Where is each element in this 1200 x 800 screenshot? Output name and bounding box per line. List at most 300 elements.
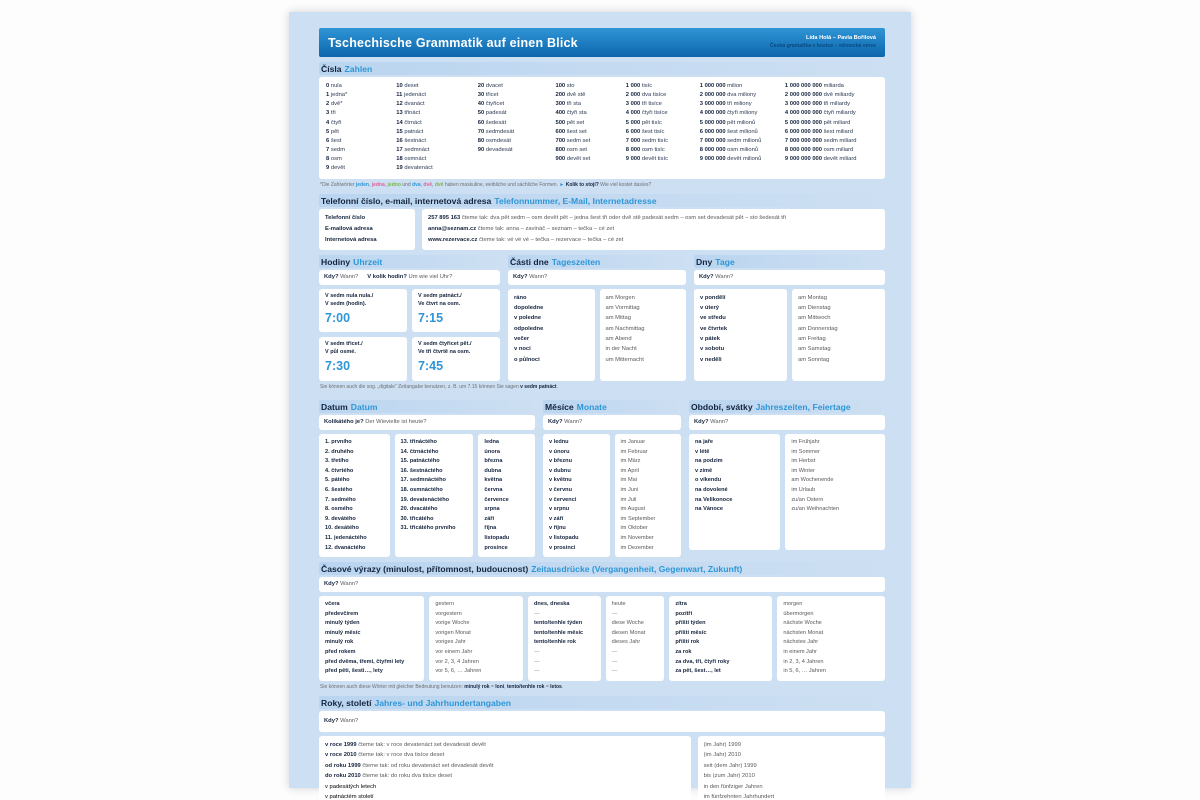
number-entry: 2 000 000 000 dvě miliardy (784, 92, 855, 99)
time-expression: nächsten Monat (783, 629, 824, 636)
note-segment: jeden (355, 181, 369, 188)
date-ordinal: 6. šestého (325, 486, 353, 493)
season-czech: na Velikonoce (695, 496, 733, 503)
number-entry: 600 šest set (555, 128, 587, 135)
note-segment: , (504, 683, 507, 690)
note-segment: minulý rok (464, 683, 490, 690)
time-expression: pozítří (675, 610, 693, 617)
dny-german (792, 289, 885, 381)
section-title-hodiny (319, 255, 500, 268)
telefon-example: 257 895 163 čteme tak: dva pět sedm – osm devět pět – jedna šest tři oder dvě stě padesát sedm – osm set devadesát pět – sto šedesát tři (428, 215, 787, 222)
month-czech: v srpnu (549, 506, 570, 513)
time-expression: předevčírem (325, 610, 359, 617)
month-german: im September (620, 515, 656, 522)
day-german: am Freitag (798, 336, 826, 342)
number-entry: 1 000 000 000 miliarda (784, 83, 844, 89)
casove-note (320, 684, 884, 692)
note-segment: , (432, 181, 435, 188)
date-ordinal: 30. třicátého (400, 515, 434, 522)
season-czech: o víkendu (695, 477, 722, 484)
month-german: im Mai (620, 477, 637, 484)
note-segment: Sie können auch diese Wörter mit gleicher Bedeutung benutzen: (320, 683, 465, 690)
number-entry: 4 000 000 čtyři miliony (699, 110, 758, 117)
time-phrase: Ve čtvrt na osm. (418, 300, 461, 307)
number-entry: 2 000 000 dva miliony (699, 92, 757, 99)
month-genitive: prosince (484, 544, 508, 551)
number-entry: 50 padesát (477, 110, 507, 117)
section-title-czech: Části dne (510, 257, 549, 268)
datum-question-bar (319, 415, 535, 430)
time-expression: před rokem (325, 648, 356, 655)
number-entry: 3 000 000 tři miliony (699, 101, 752, 108)
number-entry: 2 000 dva tisíce (625, 92, 667, 99)
day-german: am Mittwoch (798, 315, 831, 322)
month-german: im März (620, 458, 641, 465)
time-expression: minulý rok (325, 639, 354, 646)
digital-time: 7:45 (418, 359, 444, 374)
page-title: Tschechische Grammatik auf einen Blick (328, 35, 578, 50)
number-entry: 300 tři sta (555, 101, 581, 108)
daypart-german: am Abend (605, 336, 632, 342)
number-entry: 70 sedmdesát (477, 128, 515, 135)
time-expression: příští rok (675, 639, 700, 646)
mesice-german (615, 434, 682, 557)
month-german: im Juli (620, 496, 637, 503)
time-expression: nächstes Jahr (783, 639, 819, 646)
numbers-column-units (326, 82, 389, 174)
number-entry: 0 nula (326, 83, 342, 89)
month-genitive: srpna (484, 506, 500, 513)
number-entry: 8 000 osm tisíc (625, 147, 665, 154)
telefon-section (319, 209, 885, 250)
datum-ordinals-13-31 (395, 434, 474, 557)
number-entry: 3 tři (326, 110, 336, 117)
time-expression: — (611, 658, 618, 665)
time-expression: nächste Woche (783, 620, 822, 627)
casove-future-german (777, 596, 885, 681)
number-entry: 1 000 tisíc (625, 83, 653, 89)
season-czech: na Vánoce (695, 506, 723, 513)
section-title-german: Zeitausdrücke (Vergangenheit, Gegenwart, Zukunft) (531, 564, 743, 575)
dny-czech (694, 289, 787, 381)
note-segment: , (384, 181, 388, 188)
question: Kolikátého je? Der Wievielte ist heute? (324, 419, 427, 426)
month-czech: v květnu (549, 477, 572, 484)
time-expression: za dva, tři, čtyři roky (675, 658, 730, 665)
date-ordinal: 15. patnáctého (400, 458, 440, 465)
time-expression: příští týden (675, 620, 706, 627)
time-expression: — (534, 658, 540, 665)
obdobi-section (689, 395, 885, 557)
casove-present-german (606, 596, 665, 681)
day-german: am Dienstag (798, 305, 831, 312)
section-title-roky (319, 696, 885, 709)
dny-columns (694, 289, 885, 381)
question: V kolik hodin? Um wie viel Uhr? (367, 274, 453, 281)
section-title-german: Monate (576, 402, 607, 413)
section-title-datum (319, 400, 535, 413)
year-expression-german: in den fünfziger Jahren (703, 783, 763, 790)
section-title-telefon (319, 194, 885, 207)
time-expression: tento/tenhle týden (534, 620, 583, 627)
date-ordinal: 7. sedmého (325, 496, 356, 503)
section-title-czech: Měsíce (545, 402, 574, 413)
note-segment: v sedm patnáct (520, 383, 557, 390)
season-german: zu/an Weihnachten (791, 506, 840, 513)
note-segment: = (544, 683, 551, 690)
section-title-german: Jahres- und Jahrhundertangaben (374, 698, 512, 709)
month-genitive: května (484, 477, 503, 484)
daypart-czech: ráno (514, 294, 527, 301)
number-entry: 8 000 000 osm milionů (699, 147, 759, 154)
grammar-sheet-page (289, 12, 911, 800)
season-czech: v zimě (695, 467, 713, 474)
month-genitive: listopadu (484, 535, 510, 542)
day-czech: ve čtvrtek (700, 325, 728, 332)
number-entry: 17 sedmnáct (396, 147, 430, 154)
time-expression: dieses Jahr (611, 639, 641, 646)
number-entry: 6 000 000 šest milionů (699, 128, 758, 135)
telefon-label: Telefonní číslo (325, 215, 366, 222)
number-entry: 7 000 sedm tisíc (625, 137, 668, 144)
daypart-german: am Vormittag (605, 305, 640, 312)
date-ordinal: 12. dvanáctého (325, 544, 366, 551)
number-entry: 100 sto (555, 83, 575, 89)
season-german: im Winter (791, 467, 815, 474)
note-segment: Wie viel kostet das/es? (598, 181, 652, 188)
authors: Lída Holá – Pavla Bořilová (806, 35, 876, 42)
number-entry: 30 třicet (477, 92, 499, 99)
day-czech: v neděli (700, 356, 722, 363)
question: Kdy? Wann? (513, 274, 548, 281)
date-ordinal: 11. jedenáctého (325, 535, 367, 542)
number-entry: 500 pět set (555, 119, 585, 126)
season-german: im Frühjahr (791, 438, 820, 445)
mesice-czech (543, 434, 610, 557)
section-title-czech: Telefonní číslo, e-mail, internetová adresa (321, 196, 492, 207)
numbers-table (319, 77, 885, 179)
season-german: am Wochenende (791, 477, 834, 484)
month-german: im Oktober (620, 525, 648, 532)
casove-columns (319, 596, 885, 681)
mesice-section (543, 395, 681, 557)
time-expression: zítra (675, 600, 687, 607)
number-entry: 1 jedna* (326, 92, 348, 99)
day-czech: ve středu (700, 315, 726, 322)
section-title-german: Zahlen (344, 64, 373, 74)
roky-german (698, 736, 885, 800)
number-entry: 800 osm set (555, 147, 588, 154)
time-expression: vorigen Monat (435, 629, 471, 636)
casti-dne-czech (508, 289, 595, 381)
time-cell-700 (319, 289, 407, 333)
note-segment: . (561, 683, 564, 690)
datum-ordinals-1-12 (319, 434, 390, 557)
time-expression: in 2, 3, 4 Jahren (783, 658, 824, 665)
daypart-german: um Mitternacht (605, 356, 644, 363)
section-title-german: Telefonnummer, E-Mail, Internetadresse (494, 196, 657, 207)
casove-question-bar (319, 577, 885, 592)
month-genitive: března (484, 458, 503, 465)
number-entry: 6 šest (326, 137, 342, 144)
month-czech: v únoru (549, 448, 570, 455)
date-ordinal: 4. čtvrtého (325, 467, 354, 474)
year-expression-czech: v patnáctém století (325, 794, 374, 800)
number-entry: 8 000 000 000 osm miliard (784, 147, 854, 154)
section-title-czech: Roky, století (321, 698, 372, 709)
day-german: am Montag (798, 294, 827, 301)
datum-columns (319, 434, 535, 557)
daypart-german: am Mittag (605, 315, 631, 322)
section-title-czech: Období, svátky (691, 402, 753, 413)
section-title-czech: Čísla (321, 64, 342, 74)
telefon-label: E-mailová adresa (325, 226, 373, 233)
time-expression: heute (611, 600, 626, 607)
daypart-czech: v poledne (514, 315, 542, 322)
time-expression: gestern (435, 600, 454, 607)
time-expression: vorgestern (435, 610, 462, 617)
month-german: im April (620, 467, 639, 474)
section-title-czech: Časové výrazy (minulost, přítomnost, budoucnost) (321, 564, 529, 575)
numbers-column-teens (396, 82, 470, 174)
month-german: im August (620, 506, 646, 513)
telefon-label: Internetová adresa (325, 237, 377, 244)
number-entry: 200 dvě stě (555, 92, 586, 99)
month-genitive: října (484, 525, 497, 532)
section-title-german: Uhrzeit (353, 257, 383, 268)
date-ordinal: 8. osmého (325, 506, 353, 513)
digital-time: 7:30 (325, 359, 351, 374)
telefon-examples (422, 209, 885, 250)
note-segment: loni (495, 683, 505, 690)
season-czech: v létě (695, 448, 710, 455)
digital-time: 7:15 (418, 310, 444, 325)
month-czech: v lednu (549, 438, 569, 445)
season-german: im Sommer (791, 448, 820, 455)
date-ordinal: 18. osmnáctého (400, 486, 443, 493)
month-genitive: dubna (484, 467, 502, 474)
question: Kdy? Wann? (324, 581, 359, 588)
season-czech: na podzim (695, 458, 723, 465)
number-entry: 9 000 000 000 devět miliard (784, 156, 857, 163)
note-segment: haben maskuline, weibliche und sächliche Formen. (443, 181, 560, 188)
daypart-german: am Nachmittag (605, 325, 645, 332)
note-segment: , (368, 181, 372, 188)
number-entry: 20 dvacet (477, 83, 503, 89)
casove-past-german (429, 596, 523, 681)
date-ordinal: 17. sedmnáctého (400, 477, 446, 484)
number-entry: 9 devět (326, 165, 346, 172)
daypart-czech: večer (514, 336, 530, 342)
number-entry: 10 deset (396, 83, 419, 89)
time-expression: před dvěma, třemi, čtyřmi lety (325, 658, 405, 665)
number-entry: 700 sedm set (555, 137, 591, 144)
note-segment: jedno (387, 181, 401, 188)
numbers-column-millions (700, 82, 778, 174)
number-entry: 80 osmdesát (477, 137, 511, 144)
year-expression-czech: v padesátých letech (325, 783, 377, 790)
date-ordinal: 2. druhého (325, 448, 354, 455)
year-expression-german: (im Jahr) 1999 (703, 742, 741, 748)
time-expression: — (534, 610, 540, 617)
month-czech: v říjnu (549, 525, 566, 532)
question: Kdy? Wann? (324, 718, 359, 725)
time-expression: — (611, 610, 618, 617)
obdobi-german (785, 434, 885, 550)
day-german: am Donnerstag (798, 325, 838, 332)
time-expression: za rok (675, 648, 692, 655)
year-expression-german: bis (zum Jahr) 2010 (703, 773, 755, 780)
month-genitive: června (484, 486, 503, 493)
day-czech: v pátek (700, 336, 720, 342)
time-phrase: V sedm třicet./ (325, 341, 363, 348)
numbers-column-hundreds (555, 82, 618, 174)
month-czech: v červnu (549, 486, 573, 493)
number-entry: 90 devadesát (477, 147, 513, 154)
date-ordinal: 3. třetího (325, 458, 349, 465)
number-entry: 12 dvanáct (396, 101, 425, 108)
number-entry: 3 000 000 000 tři miliardy (784, 101, 851, 108)
time-expression: diesen Monat (611, 629, 646, 636)
date-ordinal: 13. třináctého (400, 438, 437, 445)
time-expression: minulý měsíc (325, 629, 361, 636)
number-entry: 3 000 tři tisíce (625, 101, 662, 108)
authors-block (770, 35, 876, 49)
date-ordinal: 5. pátého (325, 477, 350, 484)
number-entry: 13 třináct (396, 110, 421, 117)
date-ordinal: 16. šestnáctého (400, 467, 443, 474)
note-segment: dvě (434, 181, 444, 188)
question: Kdy? Wann? (694, 419, 729, 426)
edition-subtitle: Česká gramatika v kostce – německá verze (769, 42, 876, 49)
mesice-question-bar (543, 415, 681, 430)
daypart-czech: o půlnoci (514, 356, 540, 363)
telefon-labels (319, 209, 415, 250)
note-segment: *Die Zahlwörter (320, 181, 356, 188)
section-title-german: Tage (715, 257, 735, 268)
month-czech: v březnu (549, 458, 573, 465)
time-expression: vorige Woche (435, 620, 470, 627)
number-entry: 4 000 čtyři tisíce (625, 110, 668, 117)
section-title-mesice (543, 400, 681, 413)
time-expression: übermorgen (783, 610, 814, 617)
daypart-czech: dopoledne (514, 305, 544, 312)
number-entry: 5 000 000 pět milionů (699, 119, 756, 126)
note-segment: jedna (371, 181, 385, 188)
month-czech: v listopadu (549, 535, 579, 542)
question: Kdy? Wann? (548, 419, 583, 426)
daypart-german: am Morgen (605, 294, 635, 301)
note-segment: . (556, 383, 558, 390)
number-entry: 5 000 pět tisíc (625, 119, 662, 126)
month-czech: v červenci (549, 496, 577, 503)
time-expression: včera (325, 600, 340, 607)
note-segment: ► (559, 181, 566, 188)
year-expression-german: seit (dem Jahr) 1999 (703, 762, 757, 769)
month-czech: v prosinci (549, 544, 576, 551)
hodiny-section (319, 250, 500, 381)
date-ordinal: 1. prvního (325, 438, 352, 445)
time-expression: minulý týden (325, 620, 360, 627)
month-german: im Juni (620, 486, 639, 493)
month-genitive: února (484, 448, 500, 455)
time-phrase: V sedm nula nula./ (325, 292, 374, 299)
number-entry: 11 jedenáct (396, 92, 426, 99)
numbers-column-tens (478, 82, 549, 174)
section-title-german: Datum (350, 402, 378, 413)
month-german: im November (620, 535, 654, 542)
roky-czech (319, 736, 691, 800)
date-ordinal: 31. třicátého prvního (400, 525, 456, 532)
section-title-german: Tageszeiten (551, 257, 601, 268)
time-expression: — (611, 668, 618, 675)
number-entry: 5 000 000 000 pět miliard (784, 119, 851, 126)
date-ordinal: 9. devátého (325, 515, 356, 522)
telefon-example: www.rezervace.cz čteme tak: vé vé vé – tečka – rezervace – tečka – cé zet (428, 237, 624, 244)
number-entry: 40 čtyřicet (477, 101, 505, 108)
mesice-columns (543, 434, 681, 557)
season-german: zu/an Ostern (791, 496, 824, 503)
number-entry: 7 sedm (326, 147, 346, 154)
casti-dne-columns (508, 289, 686, 381)
month-german: im Februar (620, 448, 648, 455)
number-entry: 4 000 000 000 čtyři miliardy (784, 110, 856, 117)
time-expression: — (611, 648, 618, 655)
day-czech: v sobotu (700, 346, 725, 353)
number-entry: 14 čtrnáct (396, 119, 422, 126)
date-ordinal: 10. desátého (325, 525, 359, 532)
telefon-example: anna@seznam.cz čteme tak: anna – zavináč – seznam – tečka – cé zet (428, 226, 615, 233)
season-czech: na jaře (695, 438, 714, 445)
number-entry: 18 osmnáct (396, 156, 427, 163)
month-czech: v září (549, 515, 564, 522)
note-segment: tento/tenhle rok (506, 683, 545, 690)
number-entry: 9 000 devět tisíc (625, 156, 668, 163)
month-german: im Januar (620, 438, 646, 445)
number-entry: 4 čtyři (326, 119, 342, 126)
time-cell-745 (412, 337, 500, 381)
obdobi-columns (689, 434, 885, 550)
year-expression-czech: do roku 2010 čteme tak: do roku dva tisíce deset (325, 773, 452, 780)
time-phrase: Ve tři čtvrtě na osm. (418, 349, 471, 356)
time-day-row (319, 250, 885, 381)
month-german: im Dezember (620, 544, 654, 551)
digital-time-note (320, 384, 884, 392)
season-czech: na dovolené (695, 486, 728, 493)
section-title-czech: Datum (321, 402, 348, 413)
year-expression-german: (im Jahr) 2010 (703, 752, 741, 759)
number-entry: 5 pět (326, 128, 339, 135)
time-phrase: V půl osmé. (325, 349, 356, 356)
month-genitive: září (484, 515, 495, 522)
note-segment: dva (412, 181, 421, 188)
time-expression: — (534, 648, 540, 655)
date-ordinal: 19. devatenáctého (400, 496, 450, 503)
obdobi-question-bar (689, 415, 885, 430)
note-segment: Kolik to stojí? (565, 181, 599, 188)
section-title-obdobi (689, 400, 885, 413)
note-segment: dvě (423, 181, 433, 188)
number-entry: 9 000 000 devět milionů (699, 156, 762, 163)
section-title-casti-dne (508, 255, 686, 268)
month-genitive: července (484, 496, 509, 503)
time-expression: před pěti, šesti…, lety (325, 668, 383, 675)
number-entry: 2 dvě* (326, 101, 343, 108)
time-cell-715 (412, 289, 500, 333)
numbers-column-billions (785, 82, 878, 174)
note-segment: letos (550, 683, 562, 690)
section-title-czech: Dny (696, 257, 713, 268)
